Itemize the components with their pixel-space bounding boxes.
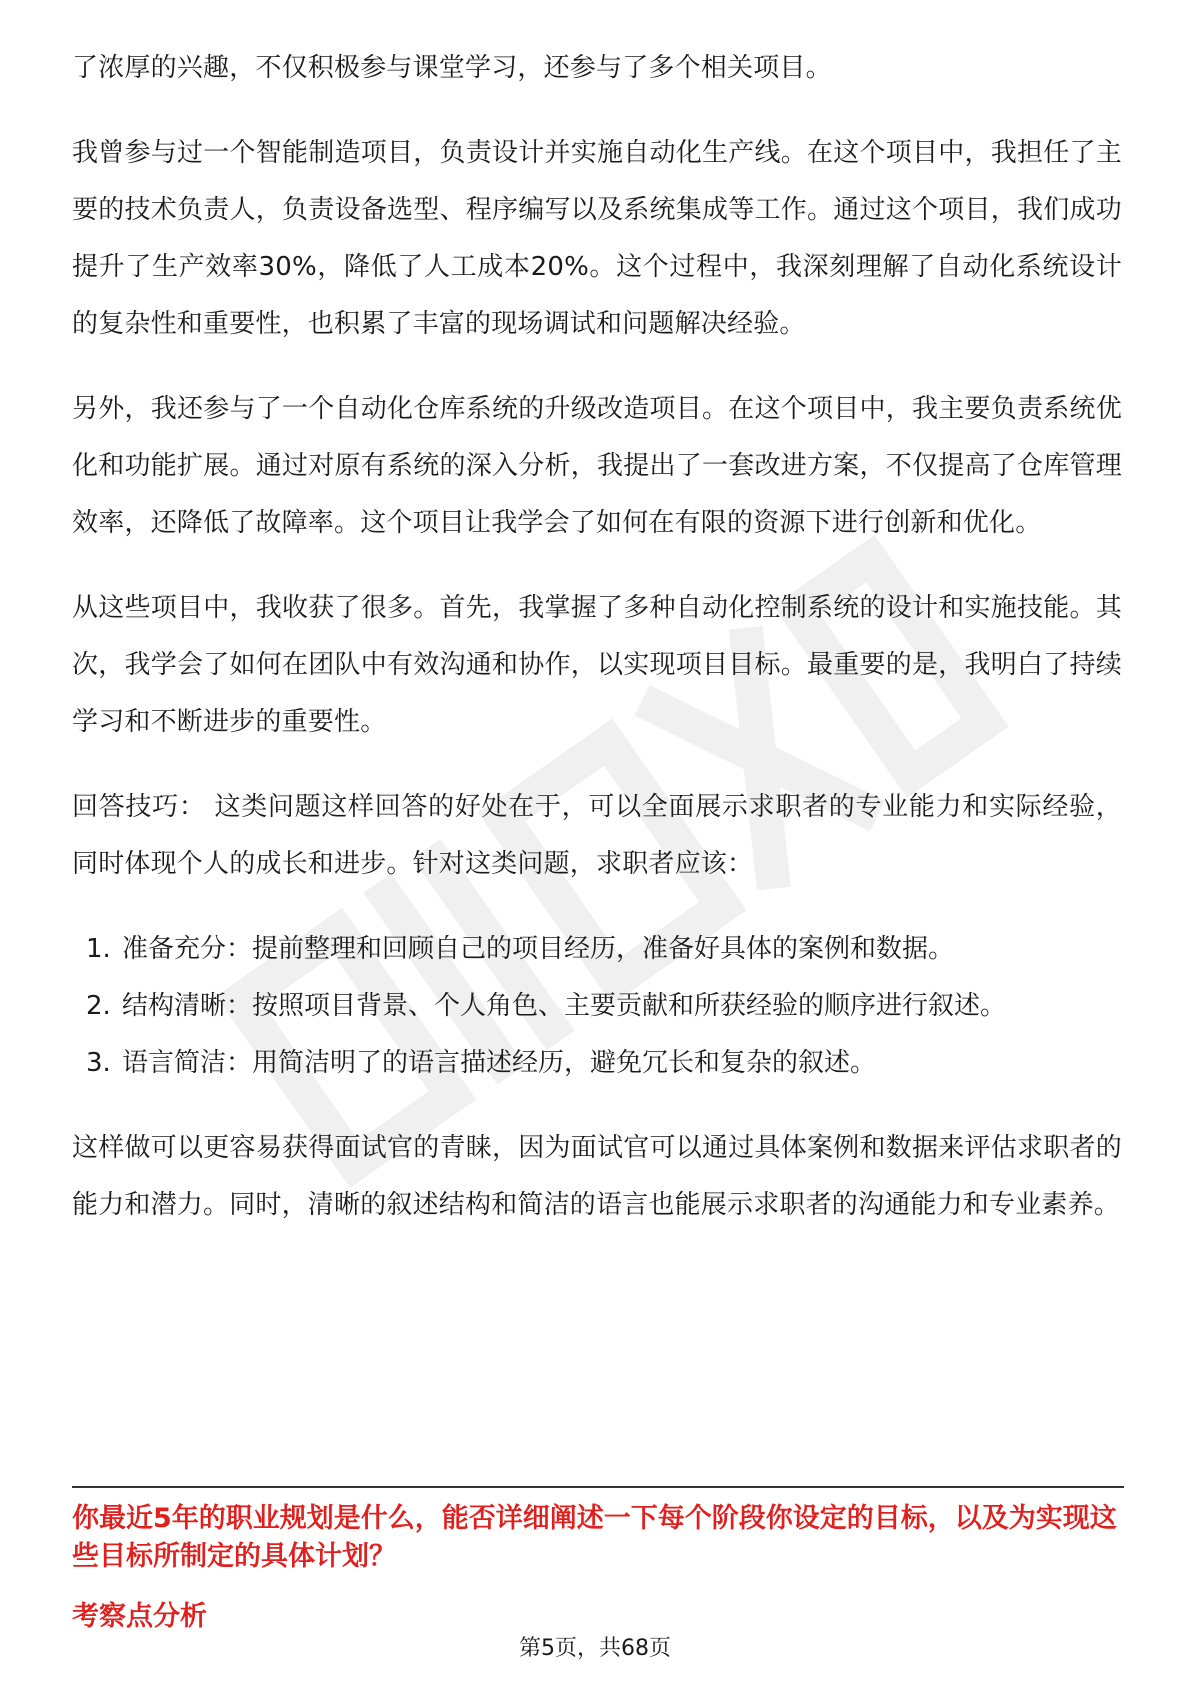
document-body [72, 40, 1122, 1234]
paragraph-answer-tips: 回答技巧： 这类问题这样回答的好处在于，可以全面展示求职者的专业能力和实际经验，同时体现个人的成长和进步。针对这类问题，求职者应该： [72, 792, 1123, 879]
list-item-number: 1. [86, 934, 111, 964]
tips-list [72, 921, 1122, 1092]
list-item-number: 3. [86, 1048, 111, 1078]
list-item [72, 921, 1122, 978]
interview-question: 你最近5年的职业规划是什么，能否详细阐述一下每个阶段你设定的目标，以及为实现这些目标所制定的具体计划？ [72, 1503, 1117, 1572]
section-divider [72, 1486, 1124, 1488]
paragraph-takeaways: 从这些项目中，我收获了很多。首先，我掌握了多种自动化控制系统的设计和实施技能。其次，我学会了如何在团队中有效沟通和协作，以实现项目目标。最重要的是，我明白了持续学习和不断进步的重要性。 [72, 593, 1122, 737]
page-number: 第5页，共68页 [519, 1636, 671, 1661]
list-item-number: 2. [86, 991, 111, 1021]
list-item-text: 准备充分：提前整理和回顾自己的项目经历，准备好具体的案例和数据。 [122, 934, 955, 964]
list-item [72, 1035, 1122, 1092]
list-item-text: 语言简洁：用简洁明了的语言描述经历，避免冗长和复杂的叙述。 [122, 1048, 877, 1078]
section-title: 考察点分析 [72, 1601, 207, 1632]
list-item [72, 978, 1122, 1035]
list-item-text: 结构清晰：按照项目背景、个人角色、主要贡献和所获经验的顺序进行叙述。 [122, 991, 1007, 1021]
paragraph-intro-continued: 了浓厚的兴趣，不仅积极参与课堂学习，还参与了多个相关项目。 [72, 53, 832, 83]
paragraph-warehouse-project: 另外，我还参与了一个自动化仓库系统的升级改造项目。在这个项目中，我主要负责系统优化和功能扩展。通过对原有系统的深入分析，我提出了一套改进方案，不仅提高了仓库管理效率，还降低了故障率。这个项目让我学会了如何在有限的资源下进行创新和优化。 [72, 394, 1122, 538]
paragraph-smart-manufacturing: 我曾参与过一个智能制造项目，负责设计并实施自动化生产线。在这个项目中，我担任了主要的技术负责人，负责设备选型、程序编写以及系统集成等工作。通过这个项目，我们成功提升了生产效率30%，降低了人工成本20%。这个过程中，我深刻理解了自动化系统设计的复杂性和重要性，也积累了丰富的现场调试和问题解决经验。 [72, 138, 1122, 339]
paragraph-closing: 这样做可以更容易获得面试官的青睐，因为面试官可以通过具体案例和数据来评估求职者的能力和潜力。同时，清晰的叙述结构和简洁的语言也能展示求职者的沟通能力和专业素养。 [72, 1133, 1122, 1220]
